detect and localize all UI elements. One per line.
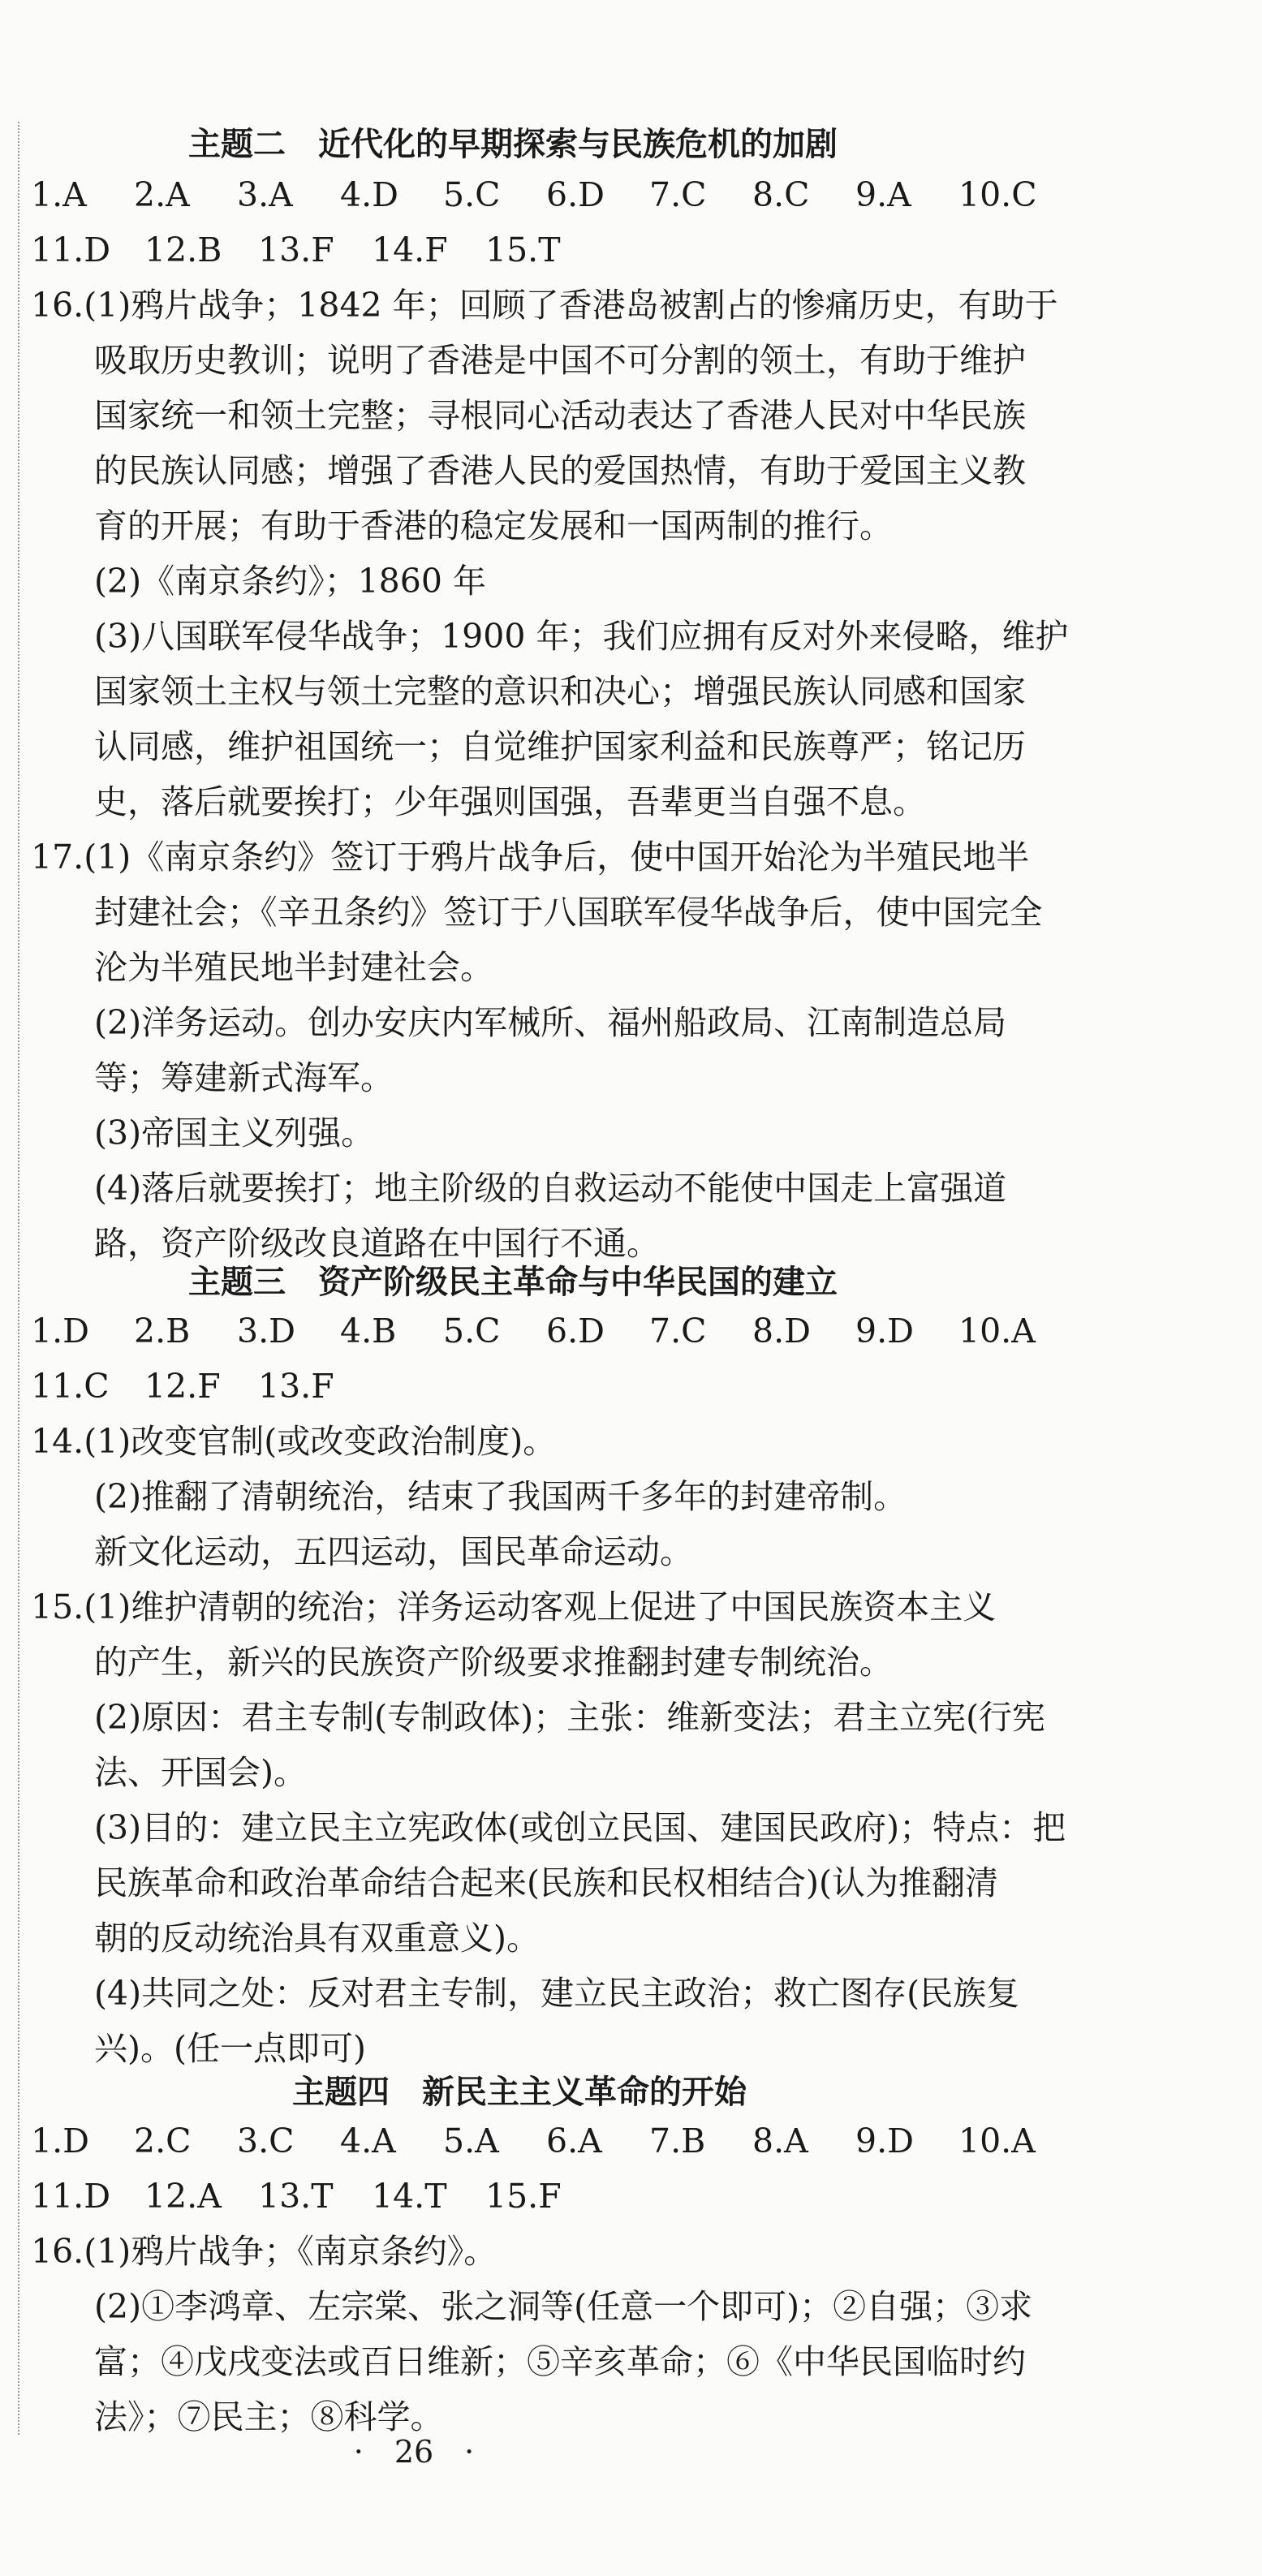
answer: 4.B — [340, 1312, 397, 1350]
binding-margin-line — [18, 122, 19, 2435]
text-line: (3)目的：建立民主立宪政体(或创立民国、建国民政府)；特点：把 — [94, 1808, 1066, 1847]
text-line: (2)《南京条约》；1860 年 — [94, 562, 486, 601]
answer: 7.C — [649, 175, 707, 214]
answer: 1.A — [31, 175, 87, 214]
answer-row — [31, 2169, 1037, 2224]
answer: 6.D — [546, 1312, 605, 1350]
answer: 10.A — [958, 1312, 1036, 1350]
text-line: 16.(1)鸦片战争；1842 年；回顾了香港岛被割占的惨痛历史，有助于 — [31, 286, 1058, 325]
answer-row — [31, 2113, 1037, 2169]
section-2-title: 主题二 近代化的早期探索与民族危机的加剧 — [188, 126, 838, 163]
text-line: 15.(1)维护清朝的统治；洋务运动客观上促进了中国民族资本主义 — [31, 1587, 997, 1626]
answer-row — [31, 222, 1037, 278]
text-line: 等；筹建新式海军。 — [94, 1058, 394, 1097]
text-line: 国家统一和领土完整；寻根同心活动表达了香港人民对中华民族 — [94, 396, 1026, 435]
section-2-body — [31, 167, 1069, 1271]
text-line: 新文化运动，五四运动，国民革命运动。 — [94, 1532, 693, 1571]
answer: 3.D — [237, 1312, 295, 1350]
answer: 3.C — [237, 2122, 295, 2160]
answer: 12.F — [144, 1367, 221, 1406]
section-3-body — [31, 1303, 1066, 2076]
text-line: 的产生，新兴的民族资产阶级要求推翻封建专制统治。 — [94, 1643, 893, 1682]
answer: 14.T — [372, 2177, 447, 2216]
answer: 8.A — [752, 2122, 808, 2160]
text-line: (4)共同之处：反对君主专制，建立民主政治；救亡图存(民族复 — [94, 1974, 1020, 2013]
answer: 12.B — [144, 230, 222, 269]
section-4-title: 主题四 新民主主义革命的开始 — [292, 2074, 747, 2111]
text-line: (4)落后就要挨打；地主阶级的自救运动不能使中国走上富强道 — [94, 1169, 1007, 1208]
text-line: (2)推翻了清朝统治，结束了我国两千多年的封建帝制。 — [94, 1477, 907, 1516]
text-line: (2)①李鸿章、左宗棠、张之洞等(任意一个即可)；②自强；③求 — [94, 2287, 1033, 2326]
answer: 13.F — [258, 1367, 334, 1406]
text-line: 朝的反动统治具有双重意义)。 — [94, 1919, 540, 1958]
answer: 7.C — [649, 1312, 707, 1350]
answer: 13.F — [258, 230, 334, 269]
text-line: 法》；⑦民主；⑧科学。 — [94, 2397, 444, 2436]
answer: 8.C — [752, 175, 810, 214]
answer: 6.A — [546, 2122, 602, 2160]
text-line: (3)帝国主义列强。 — [94, 1114, 375, 1152]
answer: 15.T — [485, 230, 561, 269]
text-line: 路，资产阶级改良道路在中国行不通。 — [94, 1224, 660, 1263]
text-line: 16.(1)鸦片战争；《南京条约》。 — [31, 2232, 497, 2271]
answer: 4.D — [340, 175, 398, 214]
text-line: 史，落后就要挨打；少年强则国强，吾辈更当自强不息。 — [94, 782, 926, 821]
section-3-title: 主题三 资产阶级民主革命与中华民国的建立 — [188, 1264, 838, 1301]
answer: 1.D — [31, 1312, 89, 1350]
answer: 2.A — [134, 175, 190, 214]
text-line: (3)八国联军侵华战争；1900 年；我们应拥有反对外来侵略，维护 — [94, 617, 1069, 656]
page-number: · 26 · — [353, 2434, 475, 2470]
answer: 9.D — [855, 2122, 914, 2160]
text-line: 封建社会；《辛丑条约》签订于八国联军侵华战争后，使中国完全 — [94, 893, 1043, 932]
answer: 11.D — [31, 2177, 111, 2216]
answer: 5.C — [443, 1312, 501, 1350]
answer: 5.A — [443, 2122, 499, 2160]
text-line: 的民族认同感；增强了香港人民的爱国热情，有助于爱国主义教 — [94, 451, 1026, 490]
answer: 8.D — [752, 1312, 811, 1350]
text-line: 育的开展；有助于香港的稳定发展和一国两制的推行。 — [94, 506, 893, 545]
answer: 1.D — [31, 2122, 89, 2160]
answer: 14.F — [372, 230, 448, 269]
answer: 11.C — [31, 1367, 110, 1406]
text-line: 国家领土主权与领土完整的意识和决心；增强民族认同感和国家 — [94, 672, 1026, 711]
answer: 2.C — [134, 2122, 192, 2160]
text-line: 认同感，维护祖国统一；自觉维护国家利益和民族尊严；铭记历 — [94, 727, 1026, 766]
text-line: (2)洋务运动。创办安庆内军械所、福州船政局、江南制造总局 — [94, 1003, 1007, 1042]
text-line: 兴)。(任一点即可) — [94, 2029, 366, 2068]
answer: 9.A — [855, 175, 911, 214]
answer: 5.C — [443, 175, 501, 214]
answer: 2.B — [134, 1312, 191, 1350]
answer: 15.F — [485, 2177, 562, 2216]
answer: 10.C — [958, 175, 1037, 214]
text-line: 吸取历史教训；说明了香港是中国不可分割的领土，有助于维护 — [94, 341, 1026, 380]
answer: 11.D — [31, 230, 111, 269]
text-line: 沦为半殖民地半封建社会。 — [94, 948, 493, 987]
text-line: 富；④戊戌变法或百日维新；⑤辛亥革命；⑥《中华民国临时约 — [94, 2342, 1026, 2381]
answer-row — [31, 1359, 1037, 1414]
answer: 7.B — [649, 2122, 706, 2160]
answer: 9.D — [855, 1312, 914, 1350]
text-line: 法、开国会)。 — [94, 1753, 307, 1792]
answer: 10.A — [958, 2122, 1036, 2160]
text-line: 17.(1)《南京条约》签订于鸦片战争后，使中国开始沦为半殖民地半 — [31, 838, 1030, 877]
answer: 4.A — [340, 2122, 396, 2160]
answer: 13.T — [258, 2177, 334, 2216]
answer-row — [31, 167, 1037, 222]
answer: 6.D — [546, 175, 605, 214]
text-line: 14.(1)改变官制(或改变政治制度)。 — [31, 1422, 557, 1461]
text-line: (2)原因：君主专制(专制政体)；主张：维新变法；君主立宪(行宪 — [94, 1698, 1046, 1737]
section-4-body — [31, 2113, 1037, 2445]
text-line: 民族革命和政治革命结合起来(民族和民权相结合)(认为推翻清 — [94, 1863, 998, 1902]
answer: 3.A — [237, 175, 293, 214]
answer: 12.A — [144, 2177, 222, 2216]
answer-row — [31, 1303, 1037, 1359]
